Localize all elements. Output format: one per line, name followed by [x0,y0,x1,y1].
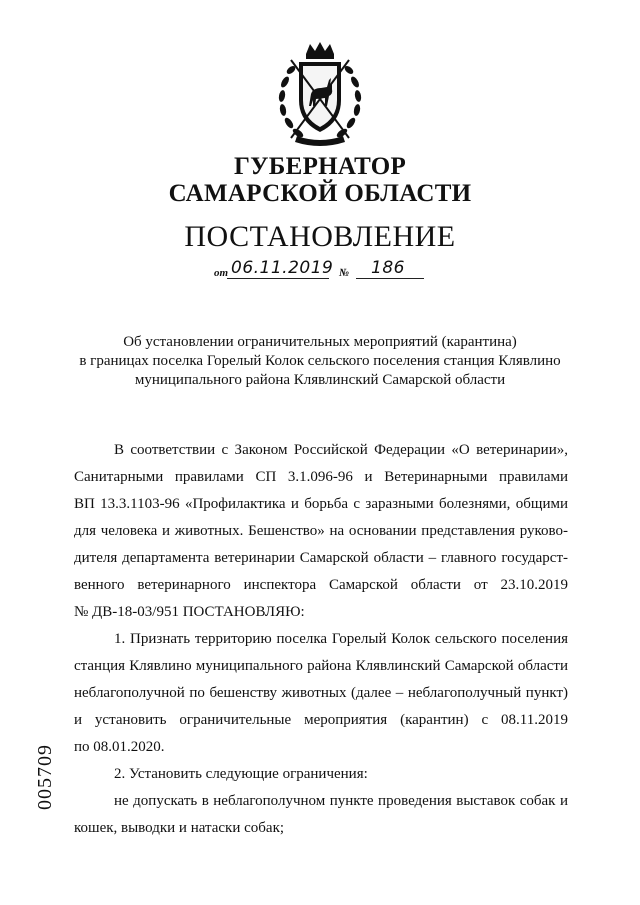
header-region: САМАРСКОЙ ОБЛАСТИ [168,180,472,207]
side-registration-number: 005709 [34,744,56,810]
title-line: Об установлении ограничительных мероприятий (карантина) [123,334,517,350]
samara-coat-of-arms-icon [269,40,371,150]
body-line: и установить ограничительные мероприятия (карантин) с 08.11.2019 [74,712,568,728]
body-line: неблагополучной по бешенству животных (далее – неблагополучный пункт) [74,685,568,701]
body-line: дителя департамента ветеринарии Самарской области – главного государст- [74,550,568,566]
body-line: по 08.01.2020. [74,739,165,755]
document-body [74,437,568,842]
document-date: 06.11.2019 [231,258,334,278]
body-line: для человека и животных. Бешенство» на основании представления руково- [74,523,568,539]
document-title [40,333,600,390]
body-line: кошек, выводки и натаски собак; [74,820,285,836]
body-line: № ДВ-18-03/951 ПОСТАНОВЛЯЮ: [74,604,305,620]
document-type: ПОСТАНОВЛЕНИЕ [184,220,456,253]
body-line: 1. Признать территорию поселка Горелый Колок сельского поселения [114,631,568,647]
body-line: 2. Установить следующие ограничения: [114,766,368,782]
date-prefix-label: от [214,267,229,279]
header-governor: ГУБЕРНАТОР [233,153,407,180]
body-line: не допускать в неблагополучном пункте проведения выставок собак и [114,793,568,809]
title-line: муниципального района Клявлинский Самарской области [134,372,506,388]
body-line: ВП 13.3.1103-96 «Профилактика и борьба с заразными болезнями, общими [74,496,568,512]
body-line: Санитарными правилами СП 3.1.096-96 и Ветеринарными правилами [74,469,568,485]
body-line: венного ветеринарного инспектора Самарской области от 23.10.2019 [74,577,568,593]
date-number-line [214,258,444,282]
body-line: станция Клявлино муниципального района Клявлинский Самарской области [74,658,568,674]
number-label: № [339,267,350,279]
title-line: в границах поселка Горелый Колок сельского поселения станция Клявлино [79,353,561,369]
document-number: 186 [371,258,405,278]
body-line: В соответствии с Законом Российской Федерации «О ветеринарии», [114,442,568,458]
